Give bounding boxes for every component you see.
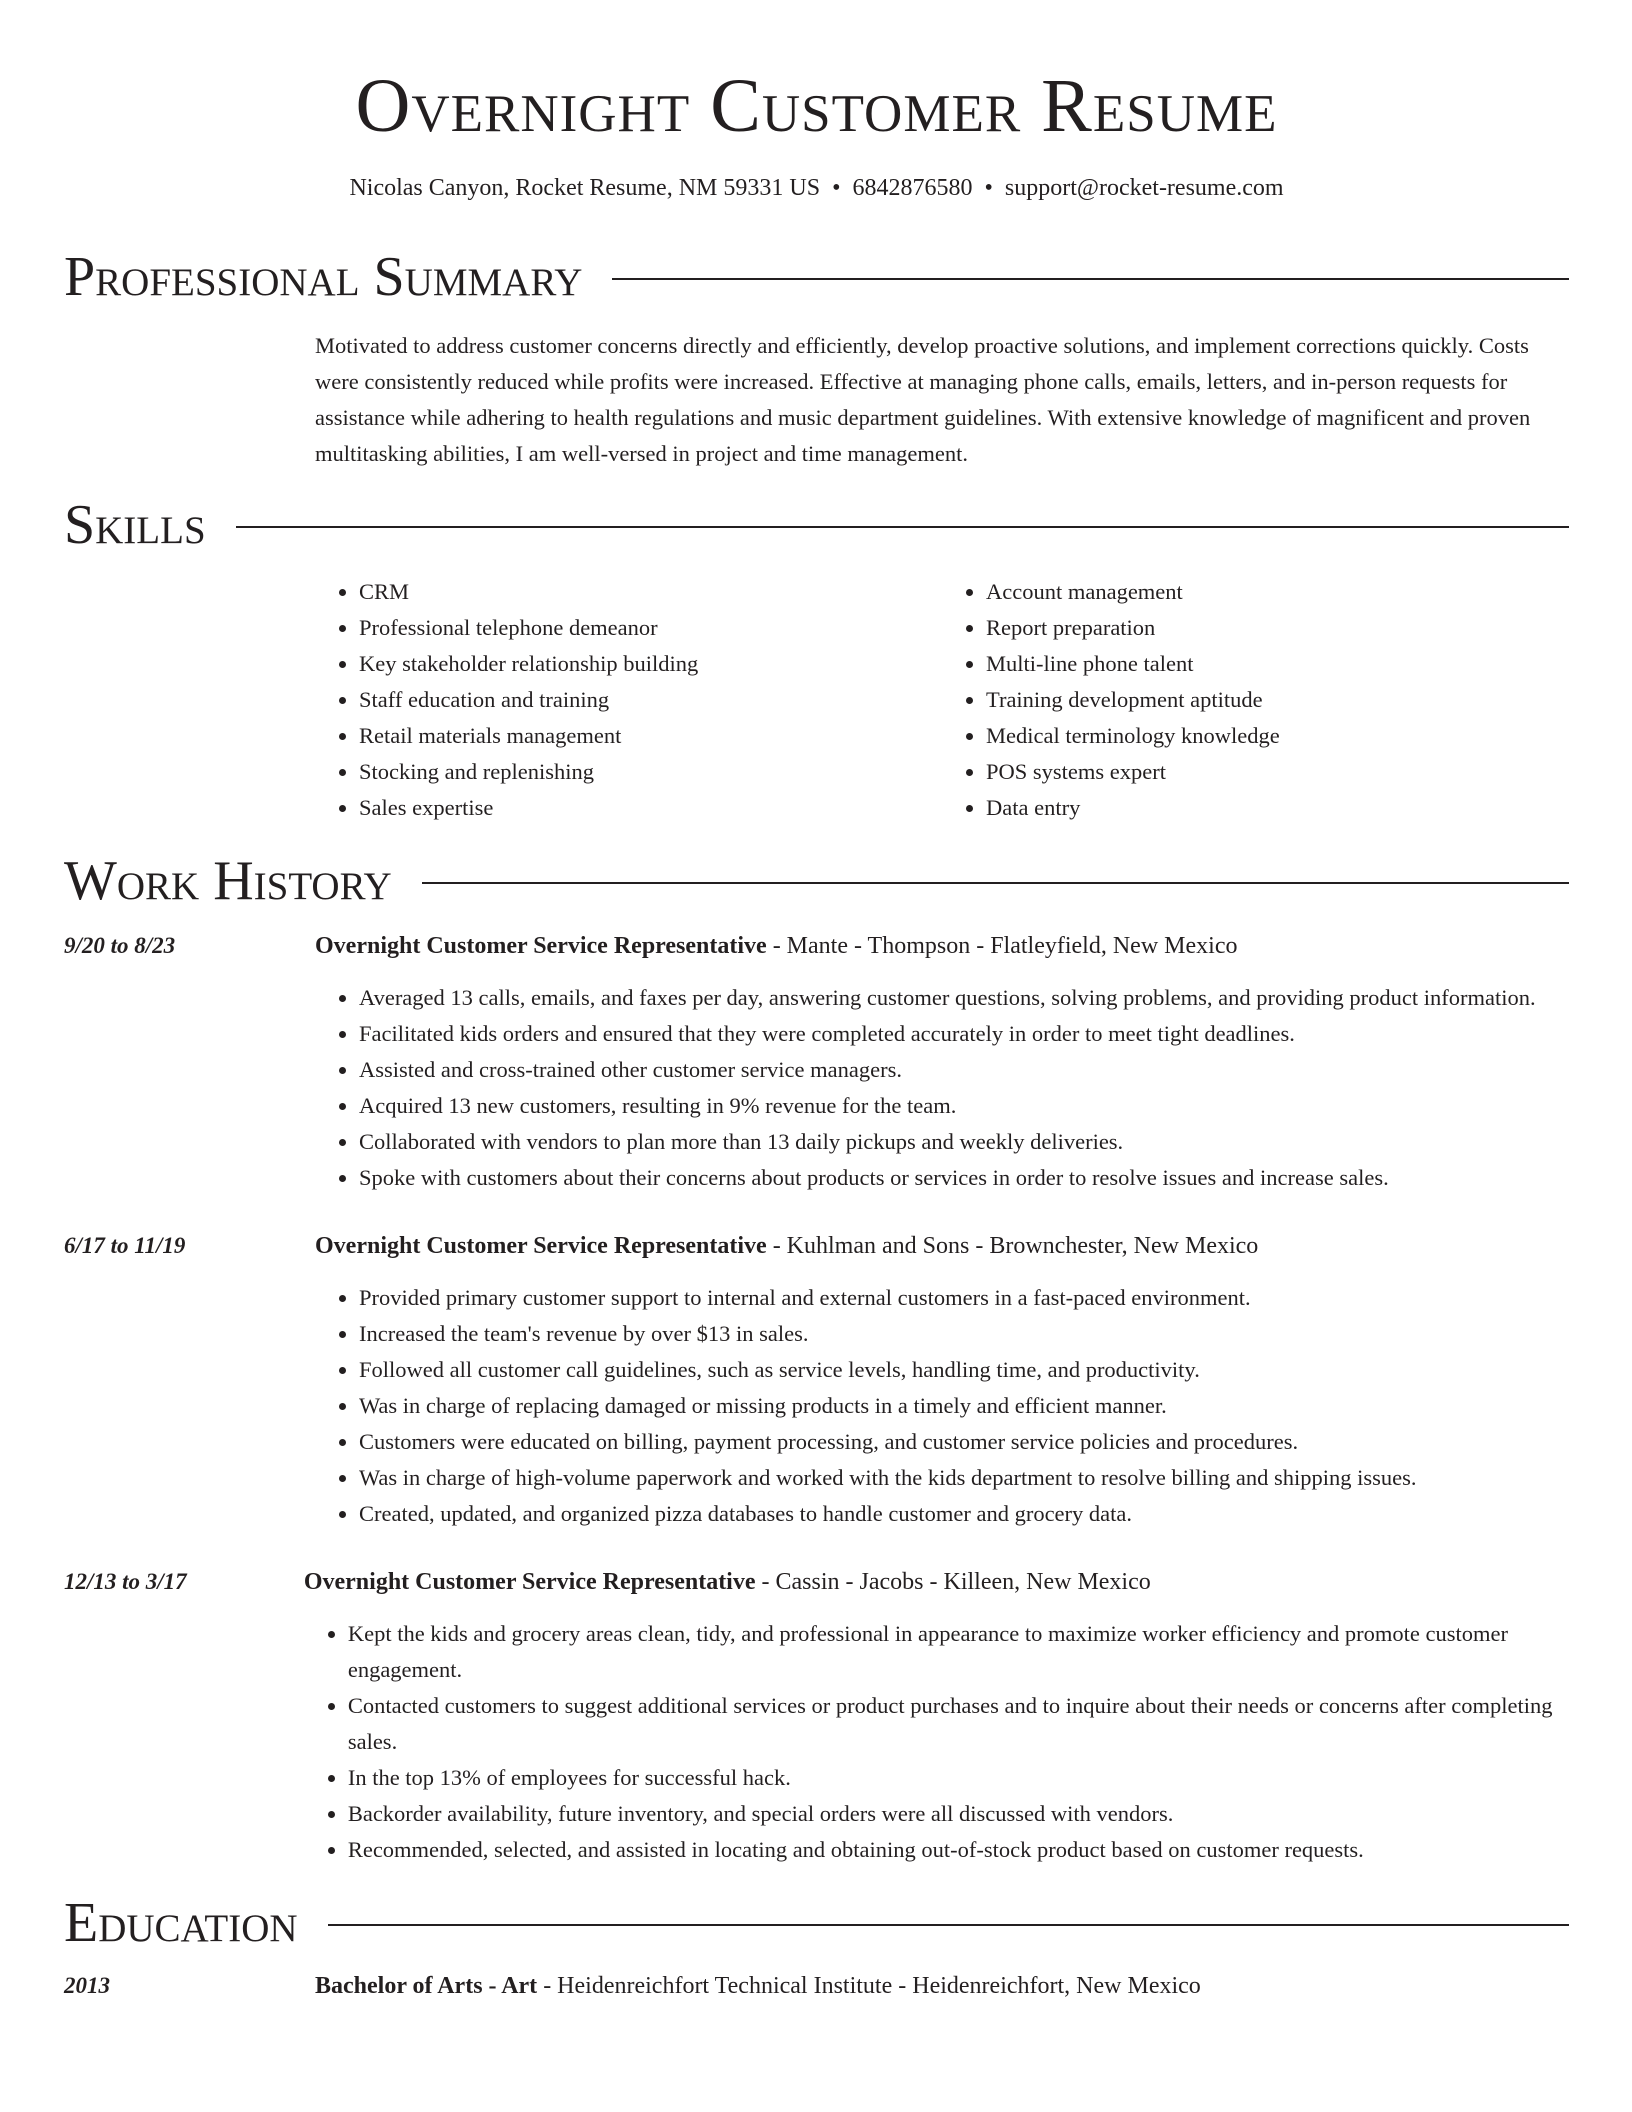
section-heading-education: Education (64, 1892, 298, 1954)
section-divider (328, 1924, 1569, 1926)
job-bullet: • Backorder availability, future inventory, and special orders were all discussed with vendors. (348, 1796, 1569, 1832)
job-heading (315, 928, 1536, 964)
skill-item: • Medical terminology knowledge (986, 718, 1569, 754)
job-body (315, 928, 1536, 1196)
job-heading (304, 1564, 1569, 1600)
section-heading-work: Work History (64, 850, 392, 912)
section-heading-summary: Professional Summary (64, 246, 583, 308)
education-heading (315, 1968, 1201, 2004)
job-employer: - Cassin - Jacobs - Killeen, New Mexico (755, 1569, 1151, 1595)
skill-item: • Account management (986, 574, 1569, 610)
section-header (64, 1890, 1569, 1956)
job-bullet: • Recommended, selected, and assisted in locating and obtaining out-of-stock product based on customer requests. (348, 1832, 1569, 1868)
job-title: Overnight Customer Service Representative (315, 933, 767, 959)
job-title: Overnight Customer Service Representative (303, 1569, 756, 1595)
job-entry (64, 1564, 1569, 1868)
job-bullet: • Provided primary customer support to internal and external customers in a fast-paced environment. (359, 1280, 1417, 1316)
job-bullet: • Spoke with customers about their concerns about products or services in order to resolve issues and increase sales. (359, 1160, 1536, 1196)
job-bullet: • In the top 13% of employees for successful hack. (348, 1760, 1569, 1796)
skill-item: • Data entry (986, 790, 1569, 826)
education-section (64, 1890, 1569, 2004)
job-employer: - Mante - Thompson - Flatleyfield, New Mexico (766, 933, 1238, 959)
job-bullet: • Contacted customers to suggest additional services or product purchases and to inquire about their needs or concerns after completing sales. (348, 1688, 1569, 1760)
job-bullet: • Created, updated, and organized pizza databases to handle customer and grocery data. (359, 1496, 1417, 1532)
job-bullet: • Facilitated kids orders and ensured that they were completed accurately in order to meet tight deadlines. (359, 1016, 1536, 1052)
job-bullets (315, 1280, 1417, 1532)
skill-item: • Multi-line phone talent (986, 646, 1569, 682)
skill-item: • CRM (359, 574, 942, 610)
job-dates: 12/13 to 3/17 (64, 1569, 187, 1594)
skills-list-right (942, 574, 1569, 826)
job-body (315, 1228, 1417, 1532)
skills-section (64, 492, 1569, 826)
contact-separator: • (984, 175, 993, 201)
contact-line (64, 172, 1569, 204)
section-divider (612, 278, 1569, 280)
job-bullet: • Followed all customer call guidelines, such as service levels, handling time, and productivity. (359, 1352, 1417, 1388)
job-bullets (315, 980, 1536, 1196)
job-bullet: • Was in charge of replacing damaged or missing products in a timely and efficient manner. (359, 1388, 1417, 1424)
education-entry (64, 1968, 1569, 2004)
section-header (64, 848, 1569, 914)
education-school: - Heidenreichfort Technical Institute - Heidenreichfort, New Mexico (537, 1973, 1201, 1999)
skill-item: • Training development aptitude (986, 682, 1569, 718)
job-entry (64, 1228, 1569, 1532)
job-bullets (304, 1616, 1569, 1868)
education-degree: Bachelor of Arts - Art (315, 1973, 538, 1999)
resume-page (64, 0, 1569, 2004)
skill-item: • POS systems expert (986, 754, 1569, 790)
job-title: Overnight Customer Service Representative (315, 1233, 767, 1259)
contact-email: support@rocket-resume.com (1004, 175, 1284, 201)
job-employer: - Kuhlman and Sons - Brownchester, New Mexico (766, 1233, 1259, 1259)
summary-text: Motivated to address customer concerns directly and efficiently, develop proactive solutions, and implement corrections quickly. Costs were consistently reduced while profits were increased. Effective at managing phone calls, emails, letters, and in-person requests for assistance while adhering to health regulations and music department guidelines. With extensive knowledge of magnificent and proven multitasking abilities, I am well-versed in project and time management. (315, 333, 1531, 466)
skill-item: • Professional telephone demeanor (359, 610, 942, 646)
education-year: 2013 (64, 1973, 110, 1998)
job-bullet: • Collaborated with vendors to plan more than 13 daily pickups and weekly deliveries. (359, 1124, 1536, 1160)
skill-item: • Sales expertise (359, 790, 942, 826)
resume-title: Overnight Customer Resume (355, 64, 1278, 148)
job-bullet: • Customers were educated on billing, payment processing, and customer service policies and procedures. (359, 1424, 1417, 1460)
skill-item: • Staff education and training (359, 682, 942, 718)
job-bullet: • Was in charge of high-volume paperwork and worked with the kids department to resolve billing and shipping issues. (359, 1460, 1417, 1496)
job-dates: 6/17 to 11/19 (64, 1233, 186, 1258)
job-dates: 9/20 to 8/23 (64, 933, 176, 958)
job-bullet: • Kept the kids and grocery areas clean, tidy, and professional in appearance to maximize worker efficiency and promote customer engagement. (348, 1616, 1569, 1688)
skill-item: • Stocking and replenishing (359, 754, 942, 790)
job-heading (315, 1228, 1417, 1264)
skill-item: • Report preparation (986, 610, 1569, 646)
skill-item: • Retail materials management (359, 718, 942, 754)
job-body (304, 1564, 1569, 1868)
skills-list-left (315, 574, 942, 826)
contact-separator: • (832, 175, 841, 201)
summary-section (64, 244, 1569, 472)
job-bullet: • Acquired 13 new customers, resulting in 9% revenue for the team. (359, 1088, 1536, 1124)
section-header (64, 244, 1569, 310)
skill-item: • Key stakeholder relationship building (359, 646, 942, 682)
contact-address: Nicolas Canyon, Rocket Resume, NM 59331 US (349, 175, 821, 201)
job-bullet: • Assisted and cross-trained other customer service managers. (359, 1052, 1536, 1088)
job-entry (64, 928, 1569, 1196)
job-bullet: • Increased the team's revenue by over $13 in sales. (359, 1316, 1417, 1352)
skills-columns (315, 574, 1569, 826)
contact-phone: 6842876580 (852, 175, 973, 201)
work-history-section (64, 848, 1569, 1868)
section-header (64, 492, 1569, 558)
section-heading-skills: Skills (64, 494, 206, 556)
section-divider (236, 526, 1569, 528)
job-bullet: • Averaged 13 calls, emails, and faxes per day, answering customer questions, solving problems, and providing product information. (359, 980, 1536, 1016)
section-divider (422, 882, 1569, 884)
